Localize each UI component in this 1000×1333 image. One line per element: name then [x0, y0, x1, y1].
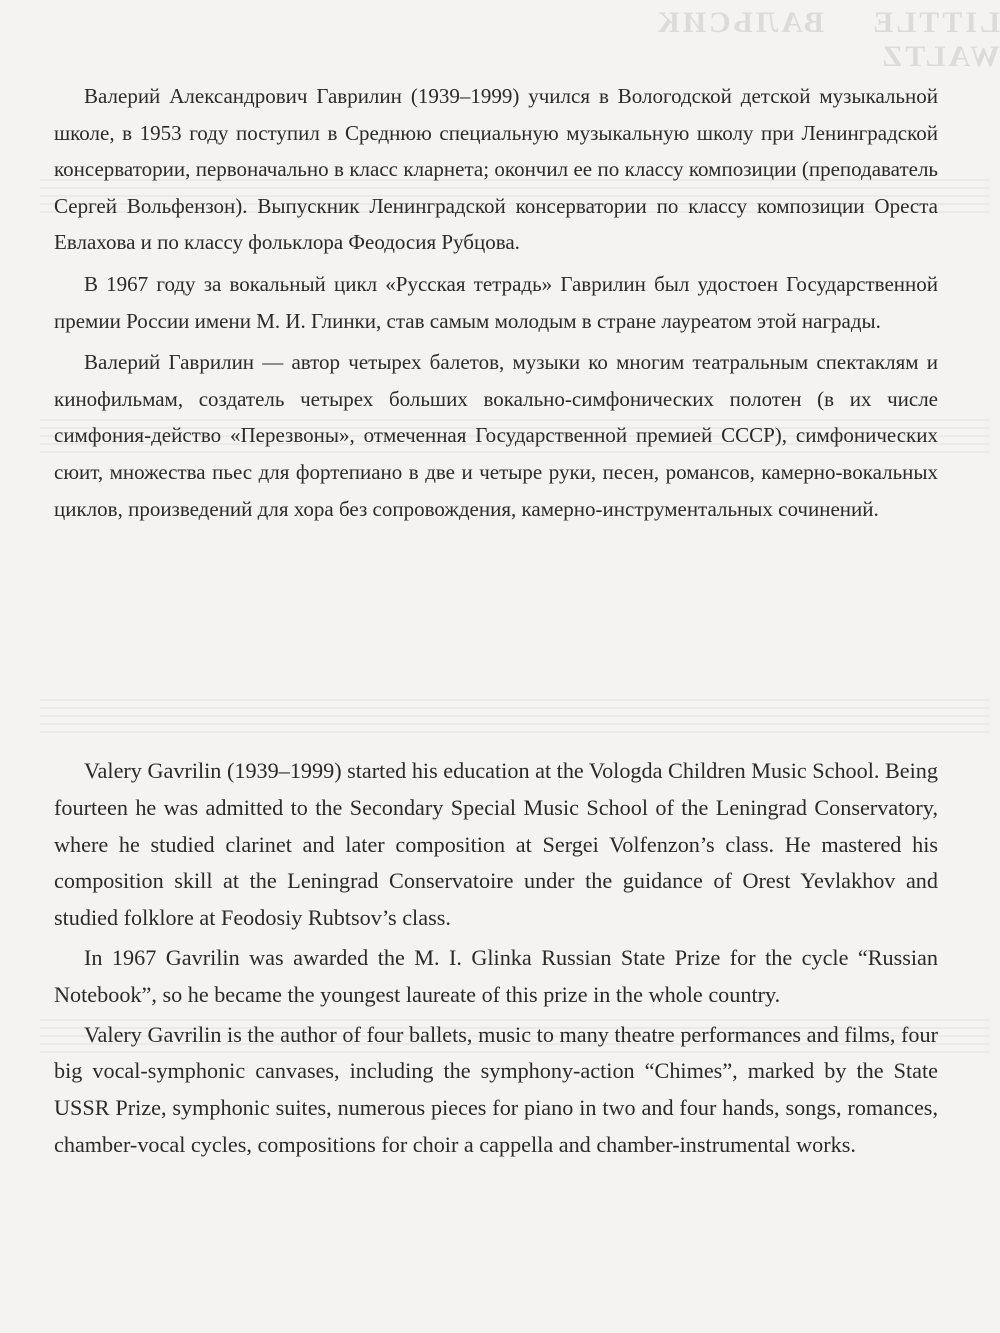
bleed-through-title-ru: ВАЛЬСИК	[655, 6, 824, 39]
en-paragraph-education: Valery Gavrilin (1939–1999) started his education at the Vologda Children Music School. Being fourteen he was admitted to the Secondary Special Music School of the Leningrad Conservatory, where he studied clarinet and later composition at Sergei Volfenzon’s class. He mastered his composition skill at the Leningrad Conservatoire under the guidance of Orest Yevlakhov and studied folklore at Feodosiy Rubtsov’s class.	[54, 758, 938, 931]
ru-paragraph-prize: В 1967 году за вокальный цикл «Русская тетрадь» Гаврилин был удостоен Государственной премии России имени М. И. Глинки, став самым молодым в стране лауреатом этой награды.	[54, 271, 938, 333]
ru-paragraph-education: Валерий Александрович Гаврилин (1939–1999) учился в Вологодской детской музыкальной школе, в 1953 году поступил в Среднюю специальную музыкальную школу при Ленинградской консерватории, первоначально в класс кларнета; окончил ее по классу композиции (преподаватель Сергей Вольфензон). Выпускник Ленинградской консерватории по классу композиции Ореста Евлахова и по классу фольклора Феодосия Рубцова.	[54, 84, 938, 255]
english-biography	[54, 753, 938, 1167]
en-paragraph-works: Valery Gavrilin is the author of four ballets, music to many theatre performances and films, four big vocal-symphonic canvases, including the symphony-action “Chimes”, marked by the State USSR Prize, symphonic suites, numerous pieces for piano in two and four hands, songs, romances, chamber-vocal cycles, compositions for choir a cappella and chamber-instrumental works.	[54, 1021, 938, 1157]
en-paragraph-prize: In 1967 Gavrilin was awarded the M. I. Glinka Russian State Prize for the cycle “Russian Notebook”, so he became the youngest laureate of this prize in the whole country.	[54, 944, 938, 1007]
bleed-through-title-en: LITTLE WALTZ	[870, 6, 1000, 73]
ru-paragraph-works: Валерий Гаврилин — автор четырех балетов, музыки ко многим театральным спектаклям и кинофильмам, создатель четырех больших вокально-симфонических полотен (в их числе симфония-действо «Перезвоны», отмеченная Государственной премией СССР), симфонических сюит, множества пьес для фортепиано в две и четыре руки, песен, романсов, камерно-вокальных циклов, произведений для хора без сопровождения, камерно-инструментальных сочинений.	[54, 350, 938, 521]
russian-biography	[54, 78, 938, 532]
